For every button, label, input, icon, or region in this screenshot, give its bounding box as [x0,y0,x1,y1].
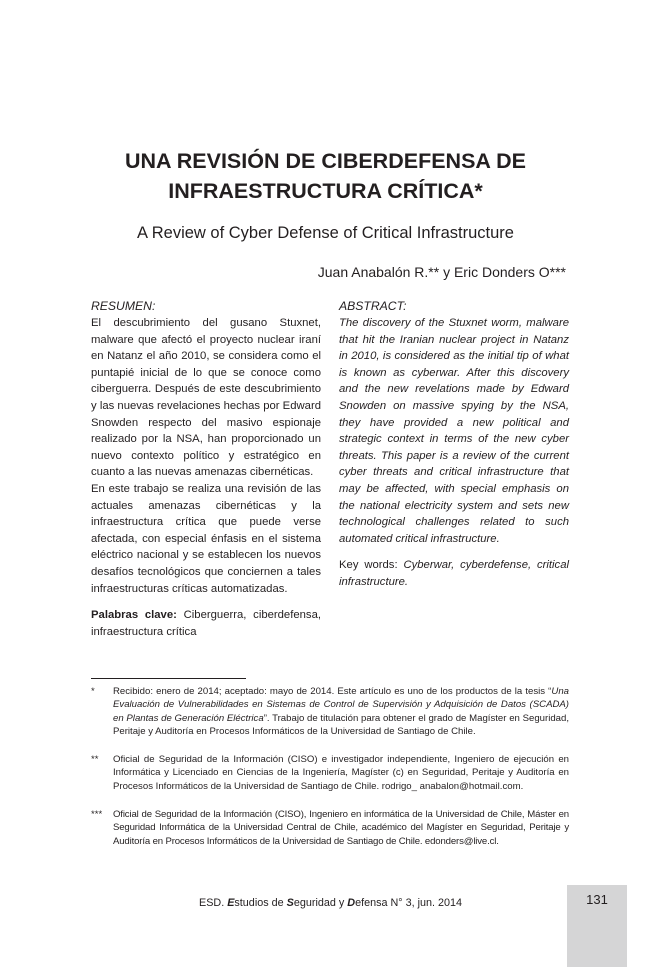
resumen-column [91,298,321,640]
footnote-1-thesis-title: Una Evaluación de Vulnerabilidades en Sistemas de Control de Supervisión y Adquisición de Datos (SCADA) en Plantas de Generación Eléctrica [113,686,569,724]
footnote-1-text-a: Recibido: enero de 2014; aceptado: mayo de 2014. Este artículo es uno de los productos de la tesis “ [113,686,552,697]
footnote-divider [91,678,246,679]
footnote-2-text: Oficial de Seguridad de la Información (CISO) e investigador independiente, Ingeniero de ejecución en Informática y Licenciado en Ciencias de la Ingeniería, Magíster (c) en Seguridad, Peritaje y Auditoría en Procesos Informáticos de la Universidad de Santiago de Chile. rodrigo_ anabalon@hotmail.com. [113,754,569,792]
abstract-column [339,298,569,591]
article-title [40,146,611,206]
journal-footer [199,896,462,910]
key-words-text: Cyberwar, cyberdefense, critical infrastructure. [339,559,569,588]
footnote-1-text [113,685,569,738]
footer-initial-d: D [347,897,356,909]
footnote-1-text-b: ”. Trabajo de titulación para obtener el grado de Magíster en Seguridad, Peritaje y Auditoría en Procesos Informáticos de la Universidad de Santiago de Chile. [113,712,570,737]
palabras-clave [91,607,321,640]
footer-text-2: eguridad y [293,897,348,909]
abstract-body: The discovery of the Stuxnet worm, malware that hit the Iranian nuclear project in Natanz in 2010, is considered as the initial tip of what is known as cyberwar. After this discovery and the new revelations made by Edward Snowden on massive spying by the NSA, they have provided a new political and strategic context in terms of the new cyber threats. This paper is a review of the current cyber threats and critical infrastructure that may be affected, with special emphasis on the national electricity system and sets new technological challenges related to such automated critical infrastructure. [339,317,569,545]
title-line-1: UNA REVISIÓN DE CIBERDEFENSA DE [125,149,526,173]
abstract-heading: ABSTRACT: [339,299,407,313]
resumen-paragraph-1: El descubrimiento del gusano Stuxnet, malware que afectó el proyecto nuclear iraní en Natanz el año 2010, se considera como el puntapié inicial de lo que se conoce como ciberguerra. Después de este descubrimiento y las nuevas revelaciones hechas por Edward Snowden respecto del masivo espionaje realizado por la NSA, han proporcionado un nuevo contexto político y estratégico en cuanto a las nuevas amenazas cibernéticas. [91,317,321,479]
footer-text-3: efensa N° 3, jun. 2014 [355,897,463,909]
footnote-1 [91,685,569,738]
palabras-clave-label: Palabras clave: [91,609,177,622]
footnote-2-mark: ** [91,754,99,765]
footnote-3 [91,808,569,848]
resumen-heading: RESUMEN: [91,299,156,313]
footnote-2 [91,753,569,793]
footnote-3-text: Oficial de Seguridad de la Información (CISO), Ingeniero en informática de la Universidad de Chile, Máster en Seguridad Informática de la Universidad Central de Chile, académico del Magíster en Seguridad, Peritaje y Auditoría en Procesos Informáticos de la Universidad de Santiago de Chile. edonders@live.cl. [113,809,569,847]
footer-initial-e: E [227,897,235,909]
footer-text-1: studios de [234,897,287,909]
footnote-1-mark: * [91,686,95,697]
english-title: A Review of Cyber Defense of Critical Infrastructure [137,224,514,242]
title-line-2: INFRAESTRUCTURA CRÍTICA* [168,179,483,203]
footer-prefix: ESD. [199,897,228,909]
key-words [339,557,569,590]
resumen-paragraph-2: En este trabajo se realiza una revisión de las actuales amenazas cibernéticas y la infraestructura crítica que puede verse afectada, con especial énfasis en el sistema eléctrico nacional y se establecen los nuevos desafíos tecnológicos que conciernen a tales infraestructuras críticas automatizadas. [91,482,321,595]
palabras-clave-text: Ciberguerra, ciberdefensa, infraestructura crítica [91,609,321,638]
footer-initial-s: S [286,897,294,909]
authors-line: Juan Anabalón R.** y Eric Donders O*** [317,264,566,280]
footnote-3-mark: *** [91,809,103,820]
key-words-label: Key words: [339,559,398,572]
page-number: 131 [586,892,608,907]
